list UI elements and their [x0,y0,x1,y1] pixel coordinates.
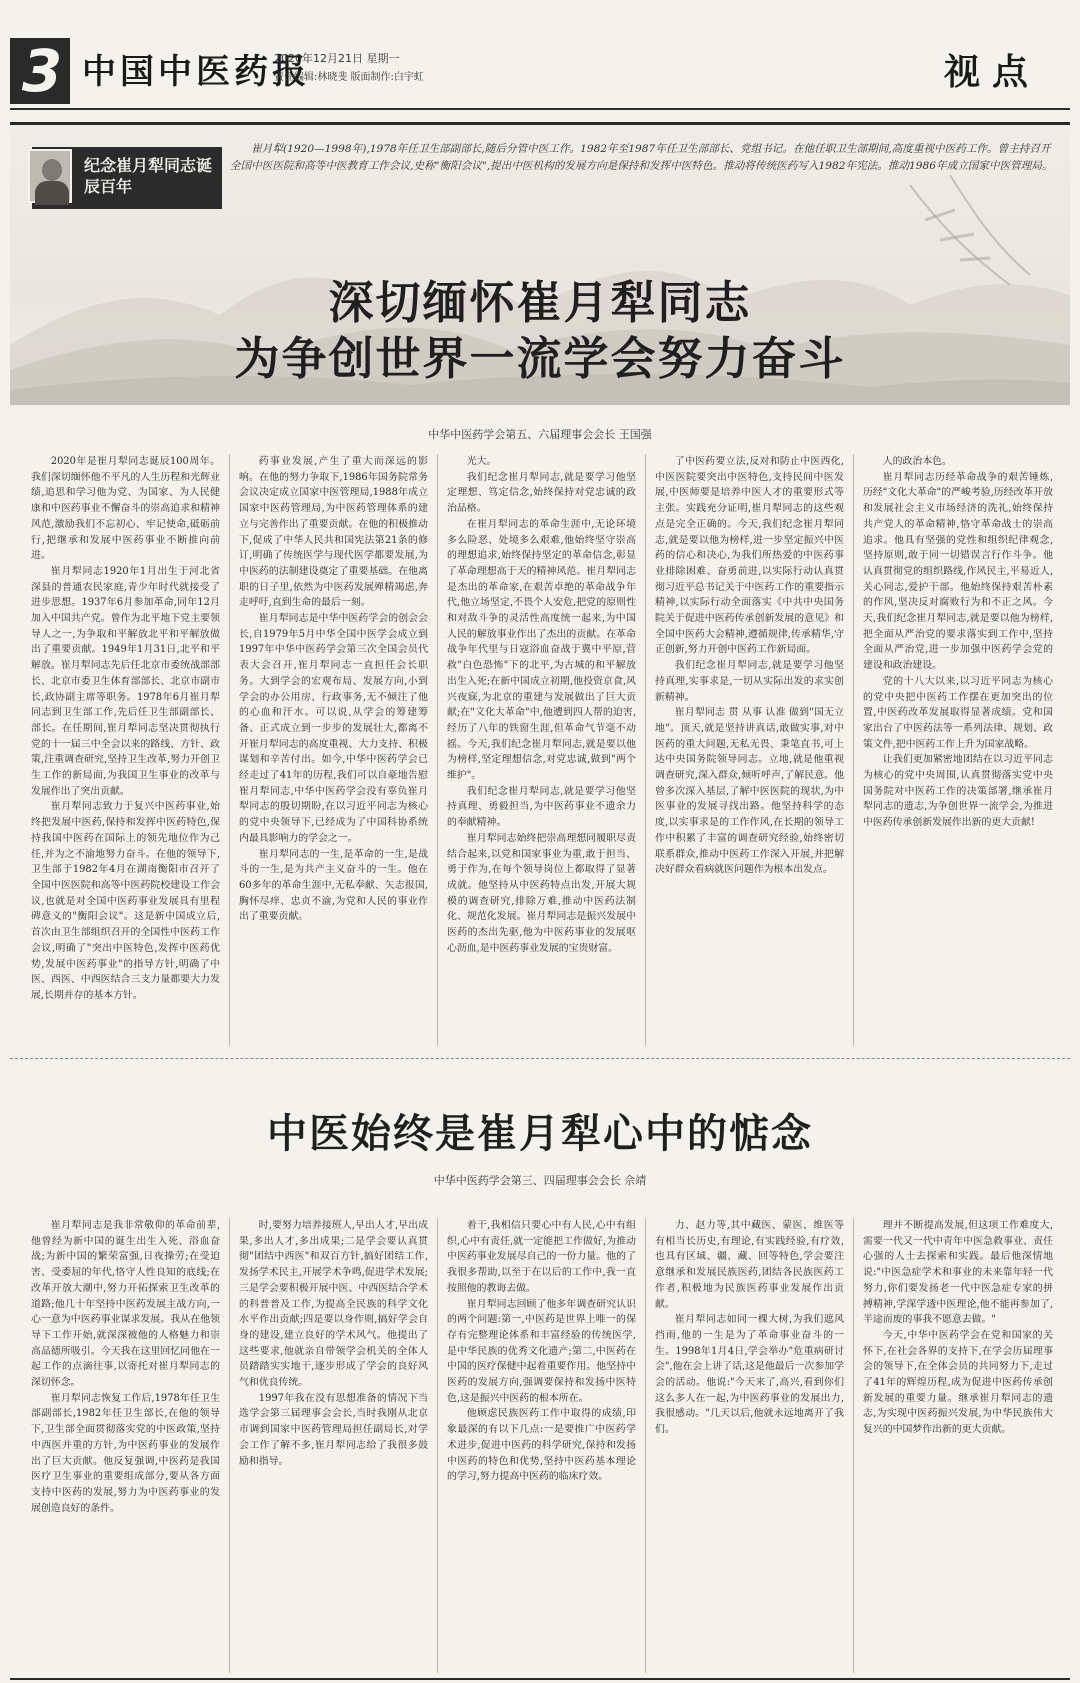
editor-credits: 责任编辑:林晓斐 版面制作:白宇虹 [274,72,424,83]
paragraph: 药事业发展,产生了重大而深远的影响。在他的努力争取下,1986年国务院常务会议决定成立国家中医管理局,1988年成立国家中医药管理局,为中医药管理体系的建立与完善作出了重要贡献。在他的积极推动下,促成了中华人民共和国宪法第21条的修订,明确了传统医学与现代医学都要发展,为中医药的法制建设奠定了重要基础。在他离职的日子里,依然为中医药发展殚精竭虑,奔走呼吁,直到生命的最后一刻。 [239,456,428,609]
section-label: 视点 [943,51,1040,93]
paragraph: 今天,中华中医药学会在党和国家的关怀下,在社会各界的支持下,在学会历届理事会的领导下,在全体会员的共同努力下,走过了41年的辉煌历程,成为促进中医药传承创新发展的重要力量。继承崔月犁同志的遗志,为实现中医药振兴发展,为中华民族伟大复兴的中国梦作出新的更大贡献。 [863,1329,1053,1436]
page-bottom-rule [10,1678,1070,1680]
masthead [0,0,1080,110]
article2-body [22,1218,1062,1673]
issue-date: 2020年12月21日 星期一 [274,52,400,65]
article2-column [646,1218,854,1673]
paragraph: 在崔月犁同志的革命生涯中,无论环境多么险恶、处境多么艰难,他始终坚守崇高的理想追求,始终保持坚定的革命信念,彰显了革命理想高于天的精神风范。崔月犁同志是杰出的革命家,在艰苦卓绝的革命战争年代,他立场坚定,不畏个人安危,把党的原则性和对敌斗争的灵活性高度统一起来,为中国人民的解放事业作出了杰出的贡献。在革命战争年代里与日寇浴血奋战于冀中平原,营救"白色恐怖"下的北平,为古城的和平解放出生入死;在新中国成立初期,他投资京食,风兴夜寐,为北京的重建与发展做出了巨大贡献;在"文化大革命"中,他遭到四人帮的迫害,经历了八年的铁窗生涯,但革命气节毫不动摇。今天,我们纪念崔月犁同志,就是要以他为榜样,坚定理想信念,对党忠诚,做到"两个维护"。 [447,518,636,782]
paragraph: 崔月犁同志致力于复兴中医药事业,始终把发展中医药,保持和发挥中医药特色,保持我国中医药在国际上的领先地位作为己任,并为之不渝地努力奋斗。在他的领导下,卫生部于1982年4月在湖南衡阳市召开了全国中医医院和高等中医药院校建设工作会议,也就是对全国中医药事业发展具有里程碑意义的"衡阳会议"。这是新中国成立后,首次由卫生部组织召开的全国性中医药工作会议,明确了"突出中医特色,发挥中医药优势,发展中医药事业"的指导方针,明确了中医、西医、中西医结合三支力量都要大力发展,长期并存的基本方针。 [31,801,220,1001]
feature-banner [10,122,1070,412]
paragraph: 我们纪念崔月犁同志,就是要学习他坚持真理,实事求是,一切从实际出发的求实创新精神。 [655,660,844,703]
article1-body [22,454,1062,1046]
paper-name: 中国中医药报 [82,52,310,92]
article1-byline: 中华中医药学会第五、六届理事会会长 王国强 [428,428,652,441]
article-divider [10,1058,1070,1059]
paragraph: 崔月犁同志是中华中医药学会的创会会长,自1979年5月中华全国中医学会成立到1997年中华中医药学会第三次全国会员代表大会召开,崔月犁同志一直担任会长职务。大到学会的宏观布局、发展方向,小到学会的办公用房、行政事务,无不倾注了他的心血和汗水。可以说,从学会的筹建筹备、正式成立到一步步的发展壮大,都离不开崔月犁同志的高度重视、大力支持、积极谋划和辛苦付出。如今,中华中医药学会已经走过了41年的历程,我们可以自豪地告慰崔月犁同志,中华中医药学会没有辜负崔月犁同志的殷切期盼,在以习近平同志为核心的党中央领导下,已经成为了中国科协系统内最具影响力的学会之一。 [239,613,428,844]
paragraph: 我们纪念崔月犁同志,就是要学习他坚持真理、勇毅担当,为中医药事业不遗余力的奉献精神。 [447,785,636,829]
paragraph: 崔月犁同志始终把崇高理想同履职尽责结合起来,以党和国家事业为重,敢于担当、勇于作为,在每个领导岗位上都取得了显著成就。他坚持从中医药特点出发,开展大规模的调查研究,排除万难,推动中医药法制化、规范化发展。崔月犁同志是振兴发展中医药的杰出先驱,他为中医药事业的发展呕心沥血,是中医药事业发展的宝贵财富。 [447,832,636,954]
page-number: 3 [14,38,70,104]
article1-column [438,454,646,1046]
paragraph: 他顾虑民族医药工作中取得的成绩,印象最深的有以下几点:一是要推广中医药学术进步,促进中医药的科学研究,保持和发扬中医药的特色和优势,坚持中医药基本理论的学习,努力提高中医药的临床疗效。 [447,1408,636,1483]
article2-headline: 中医始终是崔月犁心中的惦念 [267,1111,813,1157]
headline-line-2: 为争创世界一流学会努力奋斗 [234,332,846,385]
paragraph: 让我们更加紧密地团结在以习近平同志为核心的党中央周围,认真贯彻落实党中央国务院对中医药工作的决策部署,继承崔月犁同志的遗志,为争创世界一流学会,为推进中医药传承创新发展作出新的更大贡献! [863,754,1053,829]
portrait-photo [28,149,72,203]
paragraph: 时,要努力培养接班人,早出人才,早出成果,多出人才,多出成果;二是学会要认真贯彻"团结中西医"和双百方针,搞好团结工作,发扬学术民主,开展学术争鸣,促进学术发展;三是学会要积极开展中医、中西医结合学术的科普普及工作,为提高全民族的科学文化水平作出贡献;四是要以身作则,搞好学会自身的建设,建立良好的学术风气。他提出了这些要求,他就亲自带领学会机关的全体人员踏踏实实地干,逐步形成了学会的良好风气和优良传统。 [239,1220,428,1389]
paragraph: 崔月犁同志如同一棵大树,为我们遮风挡雨,他的一生是为了革命事业奋斗的一生。1998年1月4日,学会举办"危重病研讨会",他在会上讲了话,这是他最后一次参加学会的活动。他说:"今天来了,高兴,看到你们这么多人在一起,为中医药事业的发展出力,我很感动。"几天以后,他就永远地离开了我们。 [655,1314,844,1436]
article2-column [438,1218,646,1673]
article2-column [230,1218,438,1673]
headline-line-1: 深切缅怀崔月犁同志 [328,276,752,329]
paragraph: 力、赵力等,其中藏医、蒙医、维医等有相当长历史,有理论,有实践经验,有疗效,也具有区域、疆、藏、回等特色,学会要注意继承和发展民族医药,团结各民族医药工作者,积极地为民族医药事业发展作出贡献。 [655,1220,844,1310]
paragraph: 崔月犁同志的一生,是革命的一生,是战斗的一生,是为共产主义奋斗的一生。他在60多年的革命生涯中,无私奉献、矢志报国,胸怀尽痒、忠贞不渝,为党和人民的事业作出了重要贡献。 [239,848,428,923]
paragraph: 崔月犁同志回顾了他多年调查研究认识的两个问题:第一,中医药是世界上唯一的保存有完整理论体系和丰富经验的传统医学,是中华民族的优秀文化遗产;第二,中医药在中国的医疗保健中起着重要作用。他坚持中医药的发展方向,强调要保持和发扬中医特色,这是振兴中医药的根本所在。 [447,1298,636,1404]
paragraph: 崔月犁同志恢复工作后,1978年任卫生部副部长,1982年任卫生部长,在他的领导下,卫生部全面贯彻落实党的中医政策,坚持中西医并重的方针,为中医药事业的发展作出了巨大贡献。他反复强调,中医药是我国医疗卫生事业的重要组成部分,要从各方面支持中医药的发展,努力为中医药事业的发展创造良好的条件。 [31,1392,220,1514]
paragraph: 崔月犁同志是我非常敬仰的革命前辈,他曾经为新中国的诞生出生入死、浴血奋战;为新中国的繁荣富强,日夜操劳;在受迫害、受委屈的年代,恪守人性良知的底线;在改革开放大潮中,努力开拓探索卫生改革的道路;他几十年坚持中医药发展主战方向,一心一意为中医药事业谋求发展。我从在他领导下工作开始,就深深被他的人格魅力和崇高品德所吸引。今天我在这里回忆同他在一起工作的点滴往事,以寄托对崔月犁同志的深切怀念。 [31,1220,220,1389]
article2-column [22,1218,230,1673]
paragraph: 着干,我相信只要心中有人民,心中有组织,心中有责任,就一定能把工作做好,为推动中医药事业发展尽自己的一份力量。他的了我很多帮助,以至于在以后的工作中,我一直按照他的教诲去做。 [447,1220,636,1294]
paragraph: 崔月犁同志1920年1月出生于河北省深县的普通农民家庭,青少年时代就接受了进步思想。1937年6月参加革命,同年12月加入中国共产党。曾作为北平地下党主要领导人之一,为争取和平解放北平和平解放做出了重要贡献。1949年1月31日,北平和平解放。崔月犁同志先后任北京市委统战部部长、北京市委卫生体育部部长、北京市副市长,政协副主席等职务。1978年6月崔月犁同志到卫生部工作,先后任卫生部副部长、部长。在任期间,崔月犁同志坚决贯彻执行党的十一届三中全会以来的路线、方针、政策,注重调查研究,坚持卫生改革,努力开创卫生工作的新局面,为我国卫生事业的改革与发展作出了突出贡献。 [31,565,220,797]
bio-intro: 崔月犁(1920—1998年),1978年任卫生部副部长,随后分管中医工作。1982年至1987年任卫生部部长、党组书记。在他任职卫生部期间,高度重视中医药工作。曾主持召开全国中医医院和高等中医教育工作会议,史称"衡阳会议",提出中医机构的发展方向是保持和发挥中医特色。推动将传统医药写入1982年宪法。推动1986年成立国家中医管理局。 [230,143,1053,172]
paragraph: 我们纪念崔月犁同志,就是要学习他坚定理想、笃定信念,始终保持对党忠诚的政治品格。 [447,471,636,515]
paragraph: 光大。 [466,456,497,467]
article1-headline [10,275,1070,387]
article1-column [646,454,854,1046]
paragraph: 崔月犁同志历经革命战争的艰苦锤炼,历经"文化大革命"的严峻考验,历经改革开放和发展社会主义市场经济的洗礼,始终保持共产党人的革命精神,恪守革命战士的崇高追求。他具有坚强的党性和组织纪律观念,坚持原则,敢于同一切错误言行作斗争。他认真贯彻党的组织路线,作风民主,平易近人,关心同志,爱护干部。他始终保持艰苦朴素的作风,坚决反对腐败行为和不正之风。今天,我们纪念崔月犁同志,就是要以他为榜样,把全面从严治党的要求落实到工作中,坚持全面从严治党,进一步加强中医药学会党的建设和政治建设。 [863,471,1053,672]
article2-column [854,1218,1062,1673]
paragraph: 了中医药要立法,反对和防止中医西化,中医医院要突出中医特色,支持民间中医发展,中医师要是培养中医人才的重要形式等主张。实践充分证明,崔月犁同志的这些观点是完全正确的。今天,我们纪念崔月犁同志,就是要以他为榜样,进一步坚定振兴中医药的信心和决心,为我们所热爱的中医药事业排除困难、奋勇前进,以实际行动认真贯彻习近平总书记关于中医药工作的重要指示精神,以实际行动全面落实《中共中央国务院关于促进中医药传承创新发展的意见》和全国中医药大会精神,遵循规律,传承精华,守正创新,努力开创中医药工作新局面。 [655,456,844,656]
article1-column [230,454,438,1046]
paragraph: 党的十八大以来,以习近平同志为核心的党中央把中医药工作摆在更加突出的位置,中医药改革发展取得显著成绩。党和国家出台了中医药法等一系列法律、规划、政策文件,把中医药工作上升为国家战略。 [863,675,1053,750]
article2-byline: 中华中医药学会第三、四届理事会会长 佘靖 [433,1174,647,1187]
paragraph: 1997年我在没有思想准备的情况下当选学会第三届理事会会长,当时我刚从北京市调到国家中医药管理局担任副局长,对学会工作了解不多,崔月犁同志给了我很多鼓励和指导。 [239,1392,428,1467]
paragraph: 崔月犁同志 贯 从事 认准 做到"国无立地"。顶天,就是坚持讲真话,敢做实事,对中医药的重大问题,无私无畏、秉笔直书,可上达中央国务院领导同志。立地,就是他重视调查研究,深入群众,倾听呼声,了解民意。他曾多次深入基层,了解中医医院的现状,为中医事业的发展寻找出路。他坚持科学的态度,以实事求是的工作作风,在长期的领导工作中积累了丰富的调查研究经验,始终密切联系群众,推动中医药工作深入开展,并把解决好群众看病就医问题作为根本出发点。 [655,707,844,876]
paragraph: 理并不断提高发展,但这项工作难度大,需要一代又一代中青年中医急救事业、责任心强的人士去探索和实践。最后他深情地说:"中医急症学术和事业的未来靠年轻一代努力,你们要发扬老一代中医急症专家的拼搏精神,学深学透中医理论,他不能再参加了,半途而废的事我不愿意去做。" [863,1220,1053,1326]
article1-column [22,454,230,1046]
portrait-body [35,181,69,205]
article1-column [854,454,1062,1046]
memorial-tag-text: 纪念崔月犁同志诞辰百年 [84,156,213,196]
portrait-head [42,159,62,181]
paragraph: 2020年是崔月犁同志诞辰100周年。我们深切缅怀他不平凡的人生历程和光辉业绩,追思和学习他为党、为国家、为人民健康和中医药事业不懈奋斗的崇高追求和精神风范,激励我们不忘初心、牢记使命,砥砺前行,把继承和发展中医药事业不断推向前进。 [31,456,220,562]
masthead-rule [10,108,1070,110]
paragraph: 人的政治本色。 [882,456,952,467]
